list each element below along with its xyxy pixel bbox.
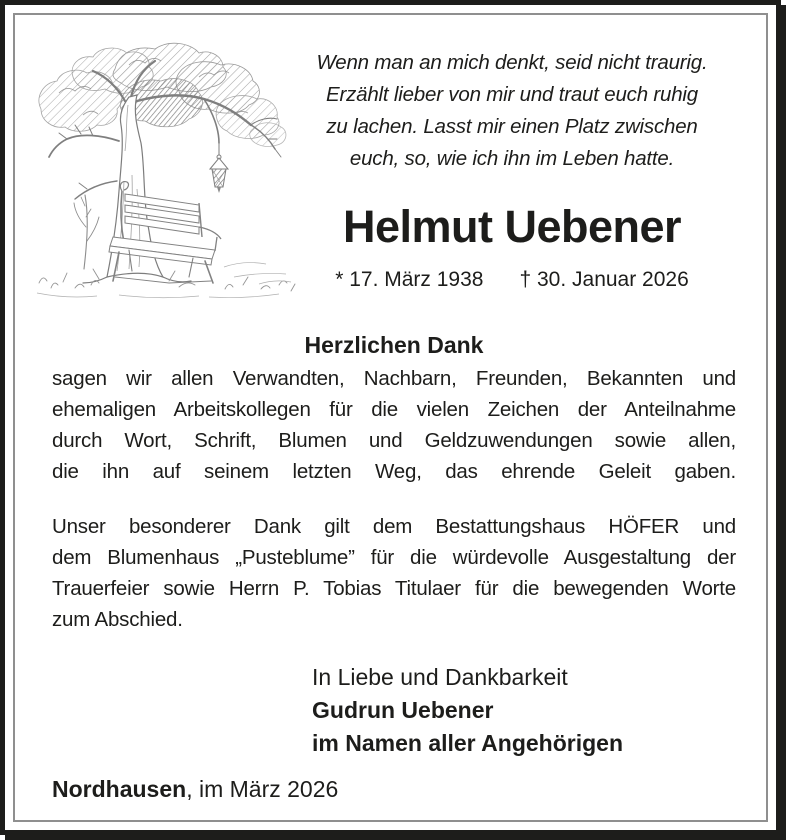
deceased-name: Helmut Uebener [342, 201, 682, 252]
paragraph-line: sagen wir allen Verwandten, Nachbarn, Freunden, Bekannten und [52, 367, 736, 390]
memorial-quote-line: Wenn man an mich denkt, seid nicht traurig. [316, 51, 708, 74]
paragraph-line: ehemaligen Arbeitskollegen für die vielen Zeichen der Anteilnahme [52, 398, 736, 421]
paragraph-line: Unser besonderer Dank gilt dem Bestattungshaus HÖFER und [52, 515, 736, 538]
closing-block [312, 661, 623, 760]
death-date: † 30. Januar 2026 [519, 268, 689, 291]
paragraph-line: durch Wort, Schrift, Blumen und Geldzuwendungen sowie allen, [52, 429, 736, 452]
mourner-name: Gudrun Uebener [312, 697, 494, 723]
tree-bench-lantern-illustration [29, 31, 319, 311]
notice-date: , im März 2026 [186, 776, 339, 802]
birth-date: * 17. März 1938 [335, 268, 484, 291]
paragraph-line: dem Blumenhaus „Pusteblume” für die würdevolle Ausgestaltung der [52, 546, 736, 569]
place-and-date [52, 775, 338, 803]
memorial-quote-line: zu lachen. Lasst mir einen Platz zwischen [326, 115, 698, 138]
lantern-icon [210, 143, 228, 193]
life-dates [292, 267, 732, 293]
paragraph-line: Trauerfeier sowie Herrn P. Tobias Titulaer für die bewegenden Worte [52, 577, 736, 600]
memorial-quote-line: Erzählt lieber von mir und traut euch ruhig [326, 83, 698, 106]
thanks-paragraph-1 [52, 363, 736, 487]
mourner-family-note: im Namen aller Angehörigen [312, 730, 623, 756]
thanks-paragraph-2 [52, 511, 736, 635]
header-column [292, 47, 732, 293]
memorial-quote-line: euch, so, wie ich ihn im Leben hatte. [349, 147, 675, 170]
closing-sentiment: In Liebe und Dankbarkeit [312, 664, 568, 690]
paragraph-line: zum Abschied. [52, 608, 183, 631]
city-name: Nordhausen [52, 776, 187, 802]
paragraph-line: die ihn auf seinem letzten Weg, das ehrende Geleit gaben. [52, 460, 736, 483]
thanks-heading: Herzlichen Dank [304, 332, 484, 358]
